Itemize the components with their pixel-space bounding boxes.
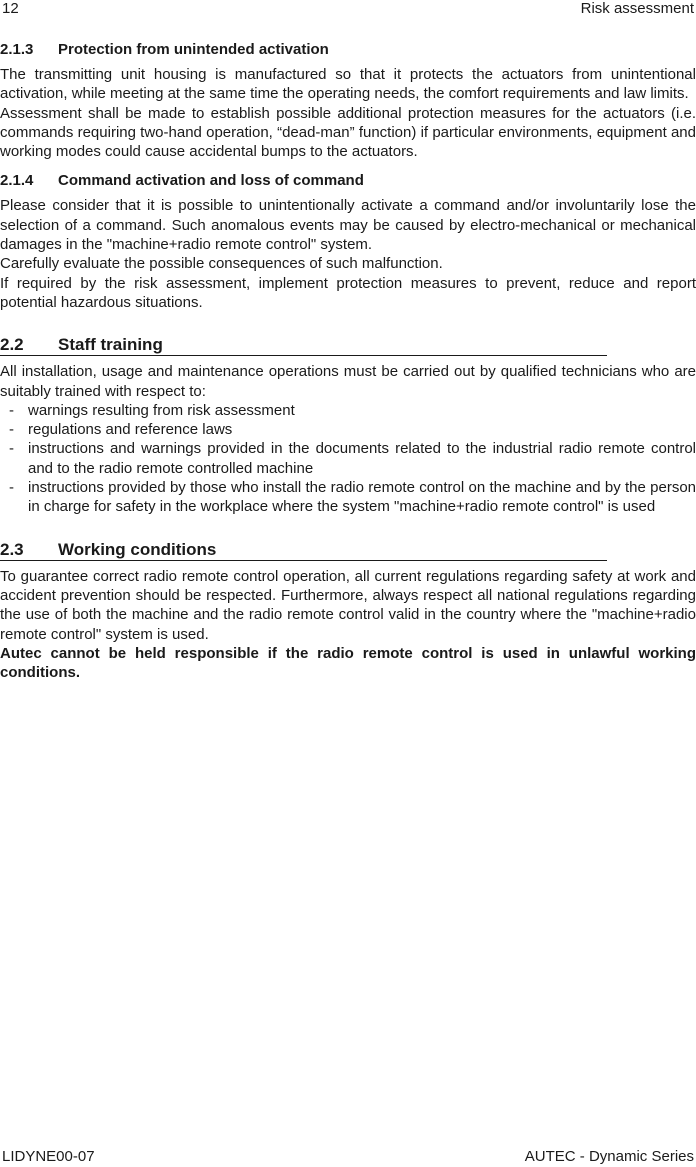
bold-disclaimer: Autec cannot be held responsible if the radio remote control is used in unlawful working conditions. [0, 644, 696, 682]
subsection-title: Command activation and loss of command [58, 172, 364, 190]
list-item [0, 439, 696, 478]
paragraph: Carefully evaluate the possible consequences of such malfunction. [0, 255, 443, 273]
paragraph: All installation, usage and maintenance operations must be carried out by qualified technicians who are suitably trained with respect to: [0, 363, 696, 400]
chapter-title: Risk assessment [580, 0, 694, 17]
section-title: Staff training [58, 335, 163, 355]
dash-bullet: - [9, 401, 14, 419]
section-number: 2.3 [0, 539, 24, 559]
page-body [0, 40, 696, 682]
list-item-text: instructions and warnings provided in the documents related to the industrial radio remote control and to the radio remote controlled machine [28, 440, 696, 477]
training-list [0, 401, 696, 517]
list-item [0, 478, 696, 517]
list-item [0, 401, 696, 420]
paragraph: The transmitting unit housing is manufactured so that it protects the actuators from unintentional activation, while meeting at the same time the operating needs, the comfort requirements and law limits. [0, 66, 696, 103]
dash-bullet: - [9, 440, 14, 458]
paragraph: Assessment shall be made to establish possible additional protection measures for the actuators (i.e. commands requiring two-hand operation, “dead-man” function) if particular environments, equipment and working modes could cause accidental bumps to the actuators. [0, 104, 696, 161]
subsection-heading-2-1-4 [0, 171, 696, 191]
paragraph: If required by the risk assessment, implement protection measures to prevent, reduce and report potential hazardous situations. [0, 274, 696, 311]
product-name: AUTEC - Dynamic Series [524, 1148, 694, 1165]
section-number: 2.2 [0, 335, 24, 355]
paragraph: Please consider that it is possible to unintentionally activate a command and/or involuntarily lose the selection of a command. Such anomalous events may be caused by electro-mechanical or mechanical damages in the "machine+radio remote control" system. [0, 197, 696, 254]
subsection-number: 2.1.4 [0, 172, 34, 190]
list-item-text: regulations and reference laws [28, 421, 233, 439]
document-code: LIDYNE00-07 [2, 1148, 95, 1165]
dash-bullet: - [9, 479, 14, 497]
subsection-title: Protection from unintended activation [58, 41, 329, 58]
list-item-text: warnings resulting from risk assessment [28, 401, 295, 419]
section-heading-2-3 [0, 539, 607, 561]
page-number: 12 [2, 0, 19, 17]
subsection-number: 2.1.3 [0, 41, 34, 58]
section-title: Working conditions [58, 539, 217, 559]
subsection-heading-2-1-3 [0, 40, 696, 60]
dash-bullet: - [9, 421, 14, 439]
paragraph: To guarantee correct radio remote control operation, all current regulations regarding safety at work and accident prevention should be respected. Furthermore, always respect all national regulations regarding the use of both the machine and the radio remote control valid in the country where the "machine+radio remote control" system is used. [0, 567, 696, 643]
section-heading-2-2 [0, 334, 607, 356]
list-item-text: instructions provided by those who install the radio remote control on the machine and by the person in charge for safety in the workplace where the system "machine+radio remote control" is used [28, 479, 696, 516]
list-item [0, 420, 696, 439]
